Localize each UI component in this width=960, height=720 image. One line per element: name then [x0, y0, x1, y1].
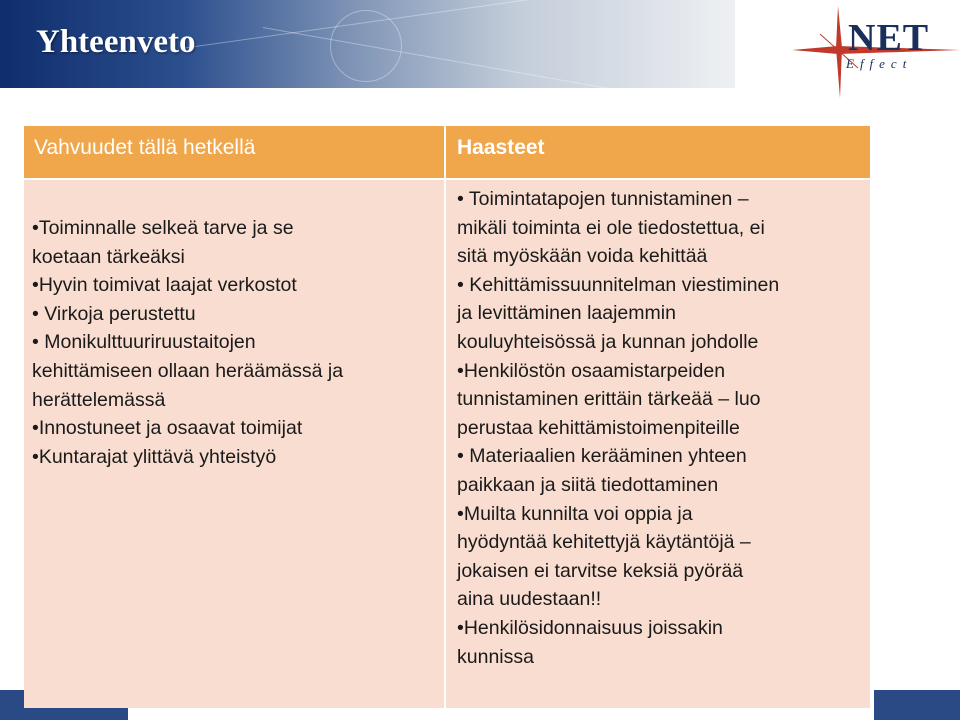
challenges-line: perustaa kehittämistoimenpiteille: [457, 416, 740, 439]
page-title: Yhteenveto: [36, 24, 196, 60]
strengths-line: •Hyvin toimivat laajat verkostot: [32, 274, 297, 297]
challenges-line: • Materiaalien kerääminen yhteen: [457, 445, 747, 468]
challenges-line: ja levittäminen laajemmin: [457, 302, 676, 325]
strengths-line: •Innostuneet ja osaavat toimijat: [32, 417, 303, 440]
challenges-line: sitä myöskään voida kehittää: [457, 245, 708, 268]
challenges-line: tunnistaminen erittäin tärkeää – luo: [457, 388, 761, 411]
strengths-line: koetaan tärkeäksi: [32, 245, 185, 268]
strengths-line: •Kuntarajat ylittävä yhteistyö: [32, 445, 277, 468]
map-decoration: [263, 27, 637, 88]
strengths-line: • Monikulttuuriruustaitojen: [32, 331, 256, 354]
strengths-cell: [24, 180, 444, 708]
strengths-line: •Toiminnalle selkeä tarve ja se: [32, 217, 294, 239]
challenges-line: kunnissa: [457, 645, 534, 668]
challenges-line: aina uudestaan!!: [457, 588, 602, 611]
strengths-line: herättelemässä: [32, 388, 166, 411]
challenges-line: •Muilta kunnilta voi oppia ja: [457, 502, 693, 525]
challenges-line: kouluyhteisössä ja kunnan johdolle: [457, 330, 759, 353]
summary-table: [24, 126, 870, 708]
challenges-line: • Kehittämissuunnitelman viestiminen: [457, 273, 780, 296]
strengths-line: • Virkoja perustettu: [32, 302, 196, 325]
challenges-cell: [446, 180, 870, 708]
strengths-header: Vahvuudet tällä hetkellä: [24, 126, 444, 178]
footer-bar: [874, 690, 960, 720]
challenges-line: jokaisen ei tarvitse keksiä pyörää: [457, 559, 744, 582]
compass-decoration: [330, 10, 402, 82]
challenges-line: paikkaan ja siitä tiedottaminen: [457, 473, 719, 496]
challenges-line: •Henkilöstön osaamistarpeiden: [457, 359, 726, 382]
challenges-line: hyödyntää kehitettyjä käytäntöjä –: [457, 531, 751, 554]
challenges-line: mikäli toiminta ei ole tiedostettua, ei: [457, 216, 765, 239]
logo-text-effect: Effect: [846, 56, 913, 71]
challenges-line: •Henkilösidonnaisuus joissakin: [457, 616, 723, 639]
logo-text-net: NET: [848, 17, 930, 59]
challenges-line: • Toimintatapojen tunnistaminen –: [457, 188, 749, 210]
strengths-line: kehittämiseen ollaan heräämässä ja: [32, 359, 344, 382]
challenges-header: Haasteet: [446, 126, 870, 178]
